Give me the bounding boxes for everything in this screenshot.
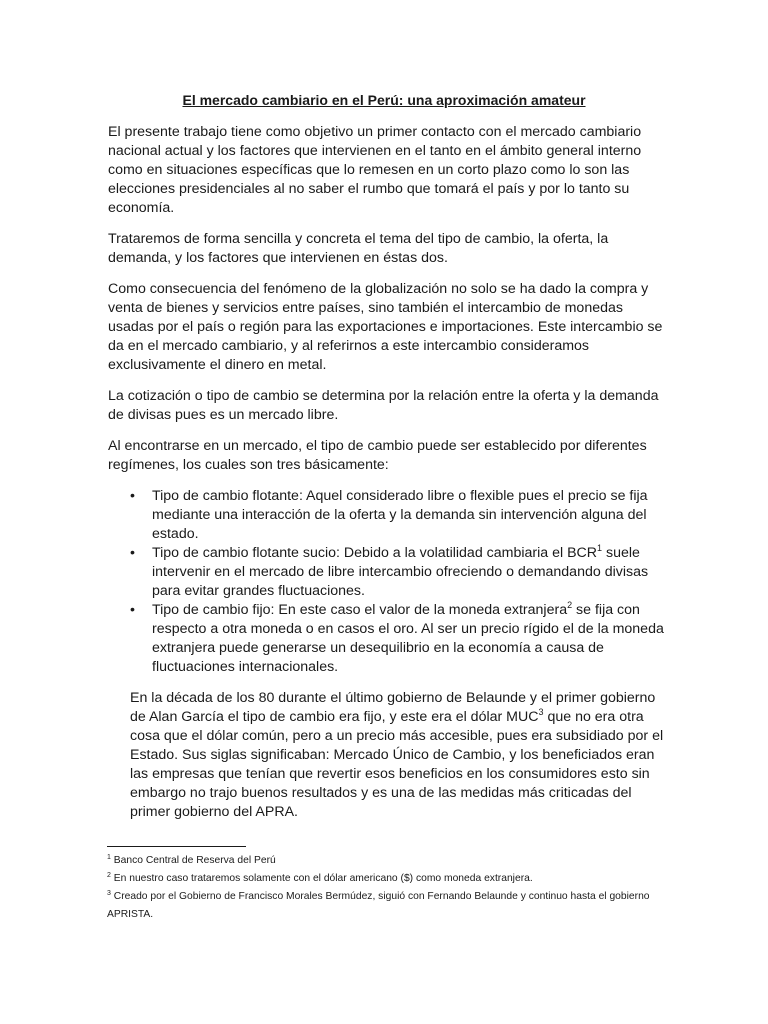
list-item-fixed [108, 601, 664, 677]
list-item-text-start: Tipo de cambio flotante sucio: Debido a la volatilidad cambiaria el BCR [152, 545, 598, 561]
paragraph-text-end: que no era otra cosa que el dólar común, pero a un precio más accesible, pues era subsidiado por el Estado. Sus siglas significaban: Mercado Único de Cambio, y los beneficiados eran las empresas que tenían que revertir esos beneficios en los consumidores esto sin embargo no trajo buenos resultados y es una de las medidas más criticadas del primer gobierno del APRA. [130, 709, 664, 820]
bullet-icon: • [130, 545, 135, 561]
list-item-text-end: se fija con respecto a otra moneda o en casos el oro. Al ser un precio rígido el de la moneda extranjera puede generarse un desequilibrio en la economía a causa de fluctuaciones internacionales. [152, 602, 664, 675]
document-body [108, 123, 664, 834]
paragraph-topic: Trataremos de forma sencilla y concreta el tema del tipo de cambio, la oferta, la demanda, y los factores que intervienen en éstas dos. [108, 231, 609, 266]
list-item-text: Tipo de cambio flotante: Aquel considerado libre o flexible pues el precio se fija mediante una interacción de la oferta y la demanda sin intervención alguna del estado. [152, 488, 648, 542]
paragraph-exchange-rate: La cotización o tipo de cambio se determina por la relación entre la oferta y la demanda de divisas pues es un mercado libre. [108, 388, 659, 423]
paragraph-globalization: Como consecuencia del fenómeno de la globalización no solo se ha dado la compra y venta de bienes y servicios entre países, sino también el intercambio de monedas usadas por el país o región para las exportaciones e importaciones. Este intercambio se da en el mercado cambiario, y al referirnos a este intercambio consideramos exclusivamente el dinero en metal. [108, 281, 663, 373]
paragraph-intro: El presente trabajo tiene como objetivo un primer contacto con el mercado cambiario nacional actual y los factores que intervienen en el tanto en el ámbito general interno como en situaciones específicas que lo remesen en un corto plazo como lo son las elecciones presidenciales al no saber el rumbo que tomará el país y por lo tanto su economía. [108, 124, 642, 216]
footnote-text: Banco Central de Reserva del Perú [110, 855, 276, 866]
footnote-3 [107, 888, 667, 924]
footnotes [107, 852, 667, 924]
paragraph-history [108, 689, 664, 822]
regime-list [108, 487, 664, 677]
list-item-text-end: suele intervenir en el mercado de libre intercambio ofreciendo o demandando divisas para evitar grandes fluctuaciones. [152, 545, 649, 599]
bullet-icon: • [130, 488, 135, 504]
list-item-text [152, 545, 648, 599]
list-item-text [152, 602, 664, 675]
footnote-ref[interactable]: 1 [597, 543, 603, 553]
footnote-text: En nuestro caso trataremos solamente con el dólar americano ($) como moneda extranjera. [110, 873, 533, 884]
bullet-icon: • [130, 602, 135, 618]
paragraph-regimes: Al encontrarse en un mercado, el tipo de cambio puede ser establecido por diferentes regímenes, los cuales son tres básicamente: [108, 438, 647, 473]
list-item-text-start: Tipo de cambio fijo: En este caso el valor de la moneda extranjera [152, 602, 568, 618]
footnote-2 [107, 870, 667, 888]
document-title: El mercado cambiario en el Perú: una aproximación amateur [182, 92, 586, 108]
paragraph-text-start: En la década de los 80 durante el último gobierno de Belaunde y el primer gobierno de Alan García el tipo de cambio era fijo, y este era el dólar MUC [130, 690, 656, 725]
footnote-separator [107, 846, 246, 847]
footnote-number: 1 [107, 854, 111, 861]
footnote-number: 3 [107, 890, 111, 897]
footnote-1 [107, 852, 667, 870]
footnote-number: 2 [107, 872, 111, 879]
list-item-floating [108, 487, 664, 544]
list-item-dirty-float [108, 544, 664, 601]
footnote-ref[interactable]: 3 [538, 707, 544, 717]
footnote-ref[interactable]: 2 [567, 600, 573, 610]
footnote-text: Creado por el Gobierno de Francisco Morales Bermúdez, siguió con Fernando Belaunde y continuo hasta el gobierno APRISTA. [107, 891, 650, 920]
